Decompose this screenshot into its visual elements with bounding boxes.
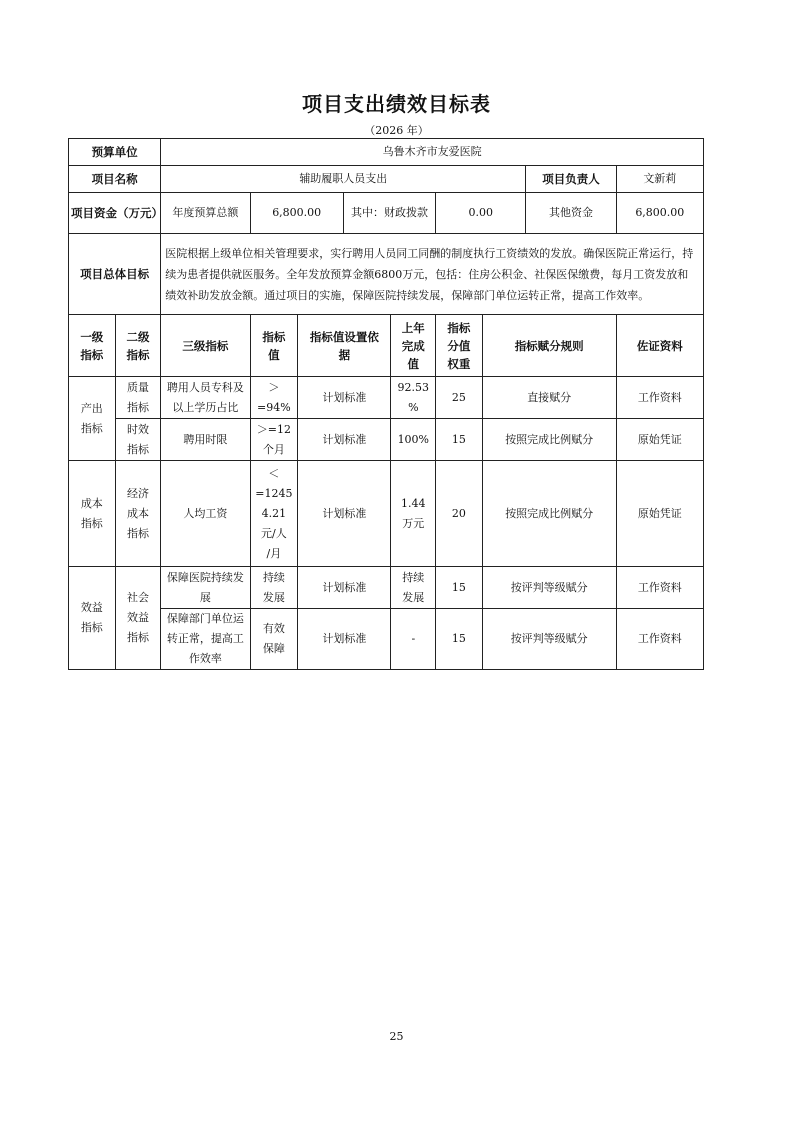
value-cell: ＞ =94% (250, 377, 298, 419)
last-year-cell: 100% (391, 419, 436, 461)
last-year-cell: 1.44 万元 (391, 461, 436, 567)
header-rule: 指标赋分规则 (482, 315, 616, 377)
weight-cell: 15 (436, 609, 483, 670)
header-level1: 一级 指标 (69, 315, 116, 377)
page-title: 项目支出绩效目标表 (302, 92, 491, 116)
group-output: 产出 指标 (69, 377, 116, 461)
rule-cell: 按评判等级赋分 (482, 609, 616, 670)
project-name-label: 项目名称 (69, 166, 161, 193)
table-row (69, 377, 704, 419)
level3-cell: 聘用人员专科及以上学历占比 (161, 377, 250, 419)
evidence-cell: 原始凭证 (616, 461, 703, 567)
year-label: （2026 年） (364, 124, 429, 137)
header-level2: 二级 指标 (115, 315, 161, 377)
basis-cell: 计划标准 (298, 461, 391, 567)
leader-value: 文新莉 (616, 166, 703, 193)
table-row (69, 461, 704, 567)
level2-cell: 时效 指标 (115, 419, 161, 461)
table-row (69, 419, 704, 461)
fiscal-label: 其中：财政拨款 (343, 193, 435, 234)
value-cell: 持续 发展 (250, 567, 298, 609)
page-number: 25 (389, 1030, 404, 1043)
funds-label: 项目资金（万元） (69, 193, 161, 234)
performance-table (68, 138, 704, 670)
unit-value: 乌鲁木齐市友爱医院 (161, 139, 704, 166)
level3-cell: 保障医院持续发展 (161, 567, 250, 609)
last-year-cell: 持续 发展 (391, 567, 436, 609)
weight-cell: 15 (436, 419, 483, 461)
other-label: 其他资金 (526, 193, 616, 234)
level2-cell: 社会 效益 指标 (115, 567, 161, 670)
weight-cell: 25 (436, 377, 483, 419)
rule-cell: 按评判等级赋分 (482, 567, 616, 609)
basis-cell: 计划标准 (298, 377, 391, 419)
value-cell: ＜ =1245 4.21 元/人 /月 (250, 461, 298, 567)
rule-cell: 按照完成比例赋分 (482, 461, 616, 567)
rule-cell: 按照完成比例赋分 (482, 419, 616, 461)
last-year-cell: 92.53 % (391, 377, 436, 419)
evidence-cell: 原始凭证 (616, 419, 703, 461)
basis-cell: 计划标准 (298, 567, 391, 609)
basis-cell: 计划标准 (298, 609, 391, 670)
header-evidence: 佐证资料 (616, 315, 703, 377)
goal-text: 医院根据上级单位相关管理要求，实行聘用人员同工同酬的制度执行工资绩效的发放。确保医院正常运行，持续为患者提供就医服务。全年发放预算金额6800万元，包括：住房公积金、社保医保缴费，每月工资发放和绩效补助发放金额。通过项目的实施，保障医院持续发展，保障部门单位运转正常，提高工作效率。 (161, 234, 704, 315)
group-benefit: 效益 指标 (69, 567, 116, 670)
last-year-cell: - (391, 609, 436, 670)
header-last-year: 上年 完成 值 (391, 315, 436, 377)
level3-cell: 人均工资 (161, 461, 250, 567)
basis-cell: 计划标准 (298, 419, 391, 461)
evidence-cell: 工作资料 (616, 567, 703, 609)
header-level3: 三级指标 (161, 315, 250, 377)
fiscal-value: 0.00 (436, 193, 526, 234)
annual-budget-label: 年度预算总额 (161, 193, 250, 234)
project-name-value: 辅助履职人员支出 (161, 166, 526, 193)
evidence-cell: 工作资料 (616, 609, 703, 670)
header-value: 指标 值 (250, 315, 298, 377)
annual-budget-value: 6,800.00 (250, 193, 343, 234)
evidence-cell: 工作资料 (616, 377, 703, 419)
weight-cell: 20 (436, 461, 483, 567)
level3-cell: 聘用时限 (161, 419, 250, 461)
group-cost: 成本 指标 (69, 461, 116, 567)
unit-label: 预算单位 (69, 139, 161, 166)
table-row (69, 567, 704, 609)
level2-cell: 经济 成本 指标 (115, 461, 161, 567)
table-row (69, 609, 704, 670)
rule-cell: 直接赋分 (482, 377, 616, 419)
value-cell: 有效 保障 (250, 609, 298, 670)
level2-cell: 质量 指标 (115, 377, 161, 419)
other-value: 6,800.00 (616, 193, 703, 234)
value-cell: ＞=12 个月 (250, 419, 298, 461)
level3-cell: 保障部门单位运转正常，提高工作效率 (161, 609, 250, 670)
header-weight: 指标 分值 权重 (436, 315, 483, 377)
goal-label: 项目总体目标 (69, 234, 161, 315)
weight-cell: 15 (436, 567, 483, 609)
header-basis: 指标值设置依 据 (298, 315, 391, 377)
leader-label: 项目负责人 (526, 166, 616, 193)
